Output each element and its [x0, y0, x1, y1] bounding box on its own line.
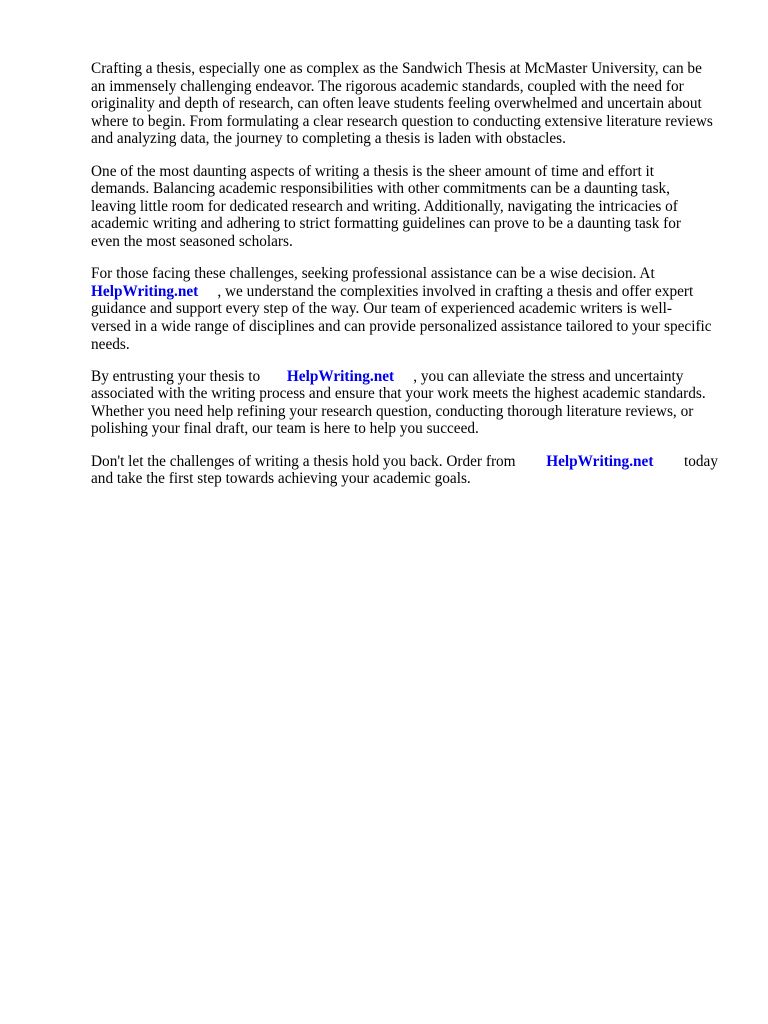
text-fragment: today [653, 452, 719, 470]
helpwriting-link[interactable]: HelpWriting.net [286, 367, 395, 385]
helpwriting-link[interactable]: HelpWriting.net [91, 282, 199, 300]
text-line: Whether you need help refining your research question, conducting thorough literature reviews, or [91, 402, 694, 420]
text-line: and take the first step towards achieving your academic goals. [91, 470, 471, 488]
text-line: One of the most daunting aspects of writing a thesis is the sheer amount of time and effort it [91, 162, 655, 180]
text-line: polishing your final draft, our team is here to help you succeed. [91, 420, 479, 438]
document-body [91, 60, 731, 502]
text-fragment: By entrusting your thesis to [91, 367, 287, 385]
text-line: and analyzing data, the journey to completing a thesis is laden with obstacles. [91, 130, 566, 148]
text-line: For those facing these challenges, seeking professional assistance can be a wise decision. At [91, 265, 655, 283]
text-line: Crafting a thesis, especially one as complex as the Sandwich Thesis at McMaster University, can be [91, 60, 702, 77]
text-line: academic writing and adhering to strict formatting guidelines can prove to be a daunting task for [91, 215, 682, 233]
text-line: an immensely challenging endeavor. The rigorous academic standards, coupled with the need for [91, 77, 684, 95]
text-line: versed in a wide range of disciplines and can provide personalized assistance tailored to your specific [91, 317, 712, 335]
text-line: demands. Balancing academic responsibilities with other commitments can be a daunting task, [91, 180, 671, 198]
text-line: originality and depth of research, can often leave students feeling overwhelmed and uncertain about [91, 95, 702, 113]
paragraph-assistance [91, 265, 731, 353]
text-fragment: , we understand the complexities involved in crafting a thesis and offer expert [198, 282, 694, 300]
helpwriting-link[interactable]: HelpWriting.net [546, 452, 654, 470]
text-line: even the most seasoned scholars. [91, 232, 293, 250]
text-line: where to begin. From formulating a clear research question to conducting extensive literature reviews [91, 112, 713, 130]
text-line: guidance and support every step of the way. Our team of experienced academic writers is well- [91, 300, 672, 318]
text-line: leaving little room for dedicated research and writing. Additionally, navigating the intricacies of [91, 197, 678, 215]
paragraph-call-to-action [91, 453, 731, 488]
text-line: needs. [91, 335, 130, 353]
text-fragment: , you can alleviate the stress and uncertainty [394, 367, 684, 385]
paragraph-intro [91, 60, 731, 148]
text-line: associated with the writing process and ensure that your work meets the highest academic standards. [91, 385, 706, 403]
paragraph-challenges [91, 163, 731, 251]
paragraph-entrusting [91, 368, 731, 438]
text-fragment: Don't let the challenges of writing a thesis hold you back. Order from [91, 452, 547, 470]
